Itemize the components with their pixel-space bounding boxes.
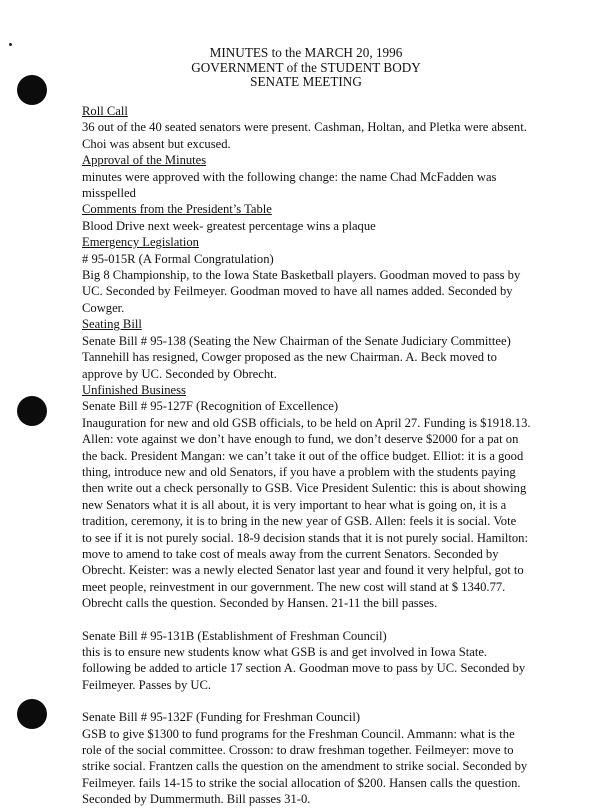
text-line: UC. Seconded by Feilmeyer. Goodman moved to have all names added. Seconded by bbox=[82, 284, 513, 299]
header-meeting: SENATE MEETING bbox=[250, 74, 362, 89]
text-line: move to amend to take cost of meals away from the current Senators. Seconded by bbox=[82, 546, 499, 561]
section-heading: Roll Call bbox=[82, 104, 128, 118]
header-org: GOVERNMENT of the STUDENT BODY bbox=[191, 59, 421, 75]
bill-132-section bbox=[82, 709, 527, 807]
text-line: Senate Bill # 95-138 (Seating the New Chairman of the Senate Judiciary Committee) bbox=[82, 333, 511, 348]
text-line: Allen: vote against we don’t have enough to fund, we don’t deserve $2000 for a pat on bbox=[82, 432, 519, 447]
text-line: new Senators what it is all about, it is very important to hear what is going on, it is a bbox=[82, 497, 507, 512]
text-line: Seconded by Dummermuth. Bill passes 31-0. bbox=[82, 792, 311, 807]
text-line: Senate Bill # 95-132F (Funding for Freshman Council) bbox=[82, 710, 361, 725]
unfinished-section bbox=[82, 382, 531, 612]
text-line: Tannehill has resigned, Cowger proposed as the new Chairman. A. Beck moved to bbox=[82, 350, 497, 365]
text-line: misspelled bbox=[82, 186, 136, 201]
text-line: following be added to article 17 section A. Goodman move to pass by UC. Seconded by bbox=[82, 661, 526, 676]
section-heading: Unfinished Business bbox=[82, 382, 186, 397]
text-line: Obrecht. Keister: was a newly elected Senator last year and found it very helpful, got to bbox=[82, 563, 524, 578]
text-line: meet people, reinvestment in our government. The new cost will stand at $ 1340.77. bbox=[82, 579, 506, 594]
bill-131-section bbox=[82, 628, 527, 694]
section-heading: Emergency Legislation bbox=[82, 235, 199, 250]
text-line: minutes were approved with the following change: the name Chad McFadden was bbox=[82, 169, 497, 184]
comments-section bbox=[82, 201, 527, 234]
roll-call-section bbox=[82, 103, 527, 152]
emergency-section bbox=[82, 234, 527, 316]
binder-hole-middle bbox=[17, 396, 47, 426]
text-line: GSB to give $1300 to fund programs for the Freshman Council. Ammann: what is the bbox=[82, 726, 515, 741]
minutes-body bbox=[82, 103, 531, 808]
paragraph-gap bbox=[82, 693, 527, 709]
text-line: Choi was absent but excused. bbox=[82, 136, 231, 151]
section-heading: Comments from the President’s Table bbox=[82, 202, 272, 217]
text-line: approve by UC. Seconded by Obrecht. bbox=[82, 366, 277, 381]
text-line: Cowger. bbox=[82, 300, 125, 315]
text-line: Blood Drive next week- greatest percentage wins a plaque bbox=[82, 218, 376, 233]
text-line: Feilmeyer. Passes by UC. bbox=[82, 677, 212, 692]
text-line: # 95-015R (A Formal Congratulation) bbox=[82, 251, 274, 266]
text-line: Senate Bill # 95-127F (Recognition of Excellence) bbox=[82, 399, 339, 414]
text-line: then write out a check personally to GSB. Vice President Sulentic: this is about showing bbox=[82, 481, 527, 496]
text-line: to see if it is not purely social. 18-9 decision stands that it is not purely social. Hamilton: bbox=[82, 530, 528, 545]
section-heading: Approval of the Minutes bbox=[82, 153, 207, 168]
document-header bbox=[0, 46, 612, 90]
binder-hole-bottom bbox=[17, 699, 47, 729]
seating-section bbox=[82, 316, 527, 382]
paragraph-gap bbox=[82, 612, 527, 628]
text-line: Inauguration for new and old GSB officials, to be held on April 27. Funding is $1918.13. bbox=[82, 415, 531, 430]
text-line: 36 out of the 40 seated senators were present. Cashman, Holtan, and Pletka were absent. bbox=[82, 120, 527, 135]
header-title: MINUTES to the MARCH 20, 1996 bbox=[209, 45, 403, 60]
text-line: role of the social committee. Crosson: to draw freshman together. Feilmeyer: move to bbox=[82, 743, 514, 758]
text-line: thing, introduce new and old Senators, if you have a problem with the students paying bbox=[82, 464, 516, 479]
text-line: the back. President Mangan: we can’t take it out of the office budget. Elliot: it is a good bbox=[82, 448, 524, 463]
text-line: Obrecht calls the question. Seconded by Hansen. 21-11 the bill passes. bbox=[82, 596, 438, 611]
approval-section bbox=[82, 152, 527, 201]
text-line: Feilmeyer. fails 14-15 to strike the social allocation of $200. Hansen calls the question. bbox=[82, 775, 521, 790]
text-line: tradition, ceremony, it is to bring in the new year of GSB. Allen: feels it is social. Vote bbox=[82, 514, 517, 529]
section-heading: Seating Bill bbox=[82, 317, 142, 332]
text-line: Big 8 Championship, to the Iowa State Basketball players. Goodman moved to pass by bbox=[82, 268, 521, 283]
text-line: Senate Bill # 95-131B (Establishment of Freshman Council) bbox=[82, 628, 387, 643]
text-line: this is to ensure new students know what GSB is and get involved in Iowa State. bbox=[82, 645, 488, 659]
text-line: strike social. Frantzen calls the question on the amendment to strike social. Seconded by bbox=[82, 759, 528, 774]
